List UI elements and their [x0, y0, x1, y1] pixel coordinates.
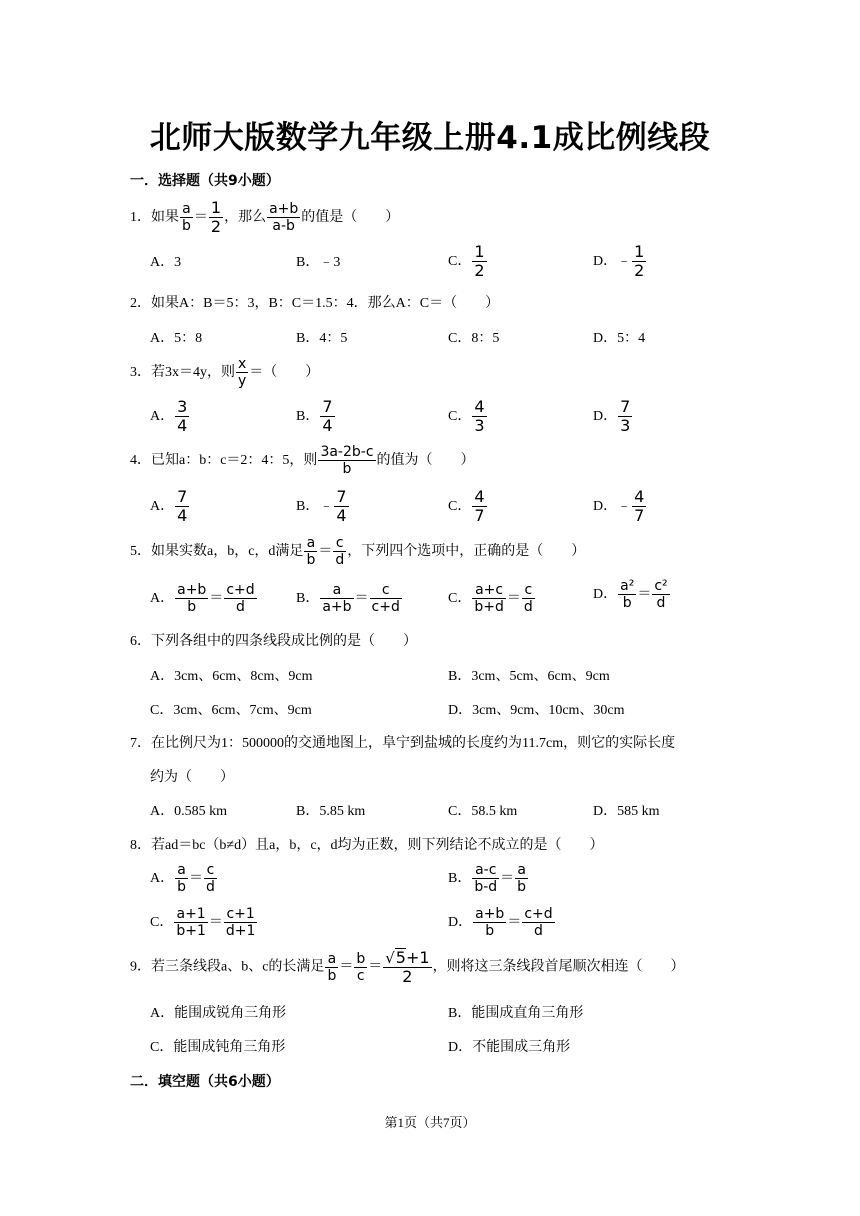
q1-fraction-expr: $\frac{a+b}{a-b}$: [269, 201, 299, 235]
q3-text-a: 3．若3x＝4y，则: [130, 364, 235, 380]
page-footer: 第1页（共7页）: [384, 1115, 476, 1130]
q4-option-d[interactable]: D．﹣ $\frac{4}{7}$: [593, 487, 645, 526]
q5-option-c[interactable]: C． $\frac{a+c}{b+d}$ ＝ $\frac{c}{d}$: [448, 582, 533, 616]
q9-golden-ratio-fraction: $\frac{√5+1}{2}$: [385, 948, 430, 987]
q1-optd-fraction: $\frac{1}{2}$: [634, 242, 645, 281]
q3-text-b: ＝（ ）: [249, 364, 320, 380]
q3-option-b[interactable]: B． $\frac{7}{4}$: [296, 397, 333, 436]
q5-option-a[interactable]: A． $\frac{a+b}{b}$ ＝ $\frac{c+d}{d}$: [150, 582, 255, 616]
q1-optc-fraction: $\frac{1}{2}$: [474, 242, 485, 281]
q1-text-c: 的值是（ ）: [301, 210, 400, 226]
q6-option-d[interactable]: D．3cm、9cm、10cm、30cm: [448, 703, 625, 718]
question-7-line-1: 7．在比例尺为1：500000的交通地图上，阜宁到盐城的长度约为11.7cm，则它的实际长度: [130, 736, 676, 751]
q7-option-a[interactable]: A．0.585 km: [150, 804, 227, 819]
q5-option-b[interactable]: B． $\frac{a}{a+b}$ ＝ $\frac{c}{c+d}$: [296, 582, 400, 616]
q8-option-d[interactable]: D． $\frac{a+b}{b}$ ＝ $\frac{c+d}{d}$: [448, 906, 553, 940]
q9-text-b: ，则将这三条线段首尾顺次相连（ ）: [432, 959, 685, 975]
q9-text-a: 9．若三条线段a、b、c的长满足: [130, 959, 325, 975]
q8-option-c[interactable]: C． $\frac{a+1}{b+1}$ ＝ $\frac{c+1}{d+1}$: [150, 906, 256, 940]
q3-option-c[interactable]: C． $\frac{4}{3}$: [448, 397, 485, 436]
q8-option-a[interactable]: A． $\frac{a}{b}$ ＝ $\frac{c}{d}$: [150, 862, 215, 896]
q7-option-b[interactable]: B．5.85 km: [296, 804, 366, 819]
equals-sign: ＝: [193, 210, 208, 226]
q6-option-a[interactable]: A．3cm、6cm、8cm、9cm: [150, 669, 313, 684]
q1-text-a: 1．如果: [130, 210, 179, 226]
q3-fraction-x-y: $\frac{x}{y}$: [238, 356, 247, 390]
question-4: [130, 444, 475, 477]
q9-option-b[interactable]: B．能围成直角三角形: [448, 1006, 584, 1021]
q1-fraction-a-b: $\frac{a}{b}$: [182, 201, 191, 235]
q3-option-d[interactable]: D． $\frac{7}{3}$: [593, 397, 631, 436]
q8-option-b[interactable]: B． $\frac{a-c}{b-d}$ ＝ $\frac{a}{b}$: [448, 862, 527, 896]
section-fill-heading: 二．填空题（共6小题）: [130, 1074, 280, 1090]
q4-option-a[interactable]: A． $\frac{7}{4}$: [150, 487, 188, 526]
q4-text-b: 的值为（ ）: [376, 452, 475, 468]
q4-text-a: 4．已知a：b：c＝2：4：5，则: [130, 452, 318, 468]
q7-option-c[interactable]: C．58.5 km: [448, 804, 518, 819]
q3-option-a[interactable]: A． $\frac{3}{4}$: [150, 397, 188, 436]
q4-option-c[interactable]: C． $\frac{4}{7}$: [448, 487, 485, 526]
section-choice-heading: 一．选择题（共9小题）: [130, 173, 280, 189]
question-9: 9．若三条线段a、b、c的长满足 $\frac{a}{b}$ ＝ $\frac{b}{c}$ ＝ $\frac{√5+1}{2}$ ，则将这三条线段首尾顺次相连（ ）: [130, 948, 685, 987]
q5-text-b: ，下列四个选项中，正确的是（ ）: [347, 543, 586, 559]
q2-option-a[interactable]: A．5：8: [150, 331, 203, 346]
q9-option-d[interactable]: D．不能围成三角形: [448, 1040, 571, 1055]
question-2: 2．如果A：B＝5：3，B：C＝1.5：4．那么A：C＝（ ）: [130, 296, 500, 311]
q1-text-b: ，那么: [224, 210, 267, 226]
q2-option-b[interactable]: B．4：5: [296, 331, 348, 346]
question-6: 6．下列各组中的四条线段成比例的是（ ）: [130, 634, 417, 649]
question-1: [130, 199, 399, 237]
question-8: 8．若ad＝bc（b≠d）且a，b，c，d均为正数，则下列结论不成立的是（ ）: [130, 838, 604, 853]
q2-option-d[interactable]: D．5：4: [593, 331, 646, 346]
q4-option-b[interactable]: B．﹣ $\frac{7}{4}$: [296, 487, 347, 526]
q2-option-c[interactable]: C．8：5: [448, 331, 500, 346]
q1-fraction-1-2: $\frac{1}{2}$: [210, 198, 222, 237]
q9-option-a[interactable]: A．能围成锐角三角形: [150, 1006, 287, 1021]
q9-option-c[interactable]: C．能围成钝角三角形: [150, 1040, 286, 1055]
question-7-line-2: 约为（ ）: [150, 770, 234, 785]
q6-option-b[interactable]: B．3cm、5cm、6cm、9cm: [448, 669, 610, 684]
q4-fraction-expr: $\frac{3a-2b-c}{b}$: [320, 444, 374, 478]
q5-option-d[interactable]: D． $\frac{\text{a²}}{b}$ ＝ $\frac{\text{c²}}{d}$: [593, 578, 668, 612]
page-title: 北师大版数学九年级上册4.1成比例线段: [149, 120, 711, 156]
question-3: [130, 356, 319, 389]
q1-option-c[interactable]: C． $\frac{1}{2}$: [448, 242, 485, 281]
q1-option-b[interactable]: B．﹣3: [296, 255, 341, 270]
q1-option-a[interactable]: A．3: [150, 255, 182, 270]
q6-option-c[interactable]: C．3cm、6cm、7cm、9cm: [150, 703, 312, 718]
question-5: 5．如果实数a，b，c，d满足 $\frac{a}{b}$ ＝ $\frac{c}{d}$ ，下列四个选项中，正确的是（ ）: [130, 535, 586, 569]
q5-text-a: 5．如果实数a，b，c，d满足: [130, 543, 304, 559]
q1-option-d[interactable]: D．﹣ $\frac{1}{2}$: [593, 242, 645, 281]
q7-option-d[interactable]: D．585 km: [593, 804, 660, 819]
